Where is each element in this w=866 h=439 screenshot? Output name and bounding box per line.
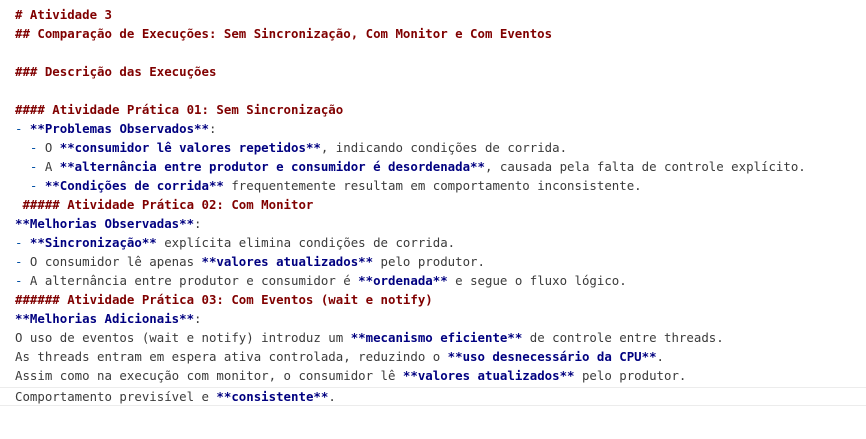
- heading-2: ## Comparação de Execuções: Sem Sincronização, Com Monitor e Com Eventos: [15, 26, 553, 41]
- list-item: - **Sincronização** explícita elimina condições de corrida.: [15, 235, 456, 250]
- heading-6-atividade-03: ###### Atividade Prática 03: Com Eventos (wait e notify): [15, 292, 433, 307]
- heading-3: ### Descrição das Execuções: [15, 64, 217, 79]
- line-melhorias-observadas: **Melhorias Observadas**:: [15, 216, 202, 231]
- paragraph-line-current: Comportamento previsível e **consistente**.: [15, 389, 336, 404]
- list-item: - A alternância entre produtor e consumidor é **ordenada** e segue o fluxo lógico.: [15, 273, 627, 288]
- line-problemas: - **Problemas Observados**:: [15, 121, 217, 136]
- paragraph-line: As threads entram em espera ativa controlada, reduzindo o **uso desnecessário da CPU**.: [15, 349, 665, 364]
- list-item: - O consumidor lê apenas **valores atualizados** pelo produtor.: [15, 254, 485, 269]
- heading-1: # Atividade 3: [15, 7, 112, 22]
- line-melhorias-adicionais: **Melhorias Adicionais**:: [15, 311, 202, 326]
- heading-5-atividade-02: ##### Atividade Prática 02: Com Monitor: [15, 197, 314, 212]
- list-item: - A **alternância entre produtor e consumidor é desordenada**, causada pela falta de controle explícito.: [15, 159, 806, 174]
- paragraph-line: Assim como na execução com monitor, o consumidor lê **valores atualizados** pelo produtor.: [15, 368, 687, 383]
- list-item: - O **consumidor lê valores repetidos**, indicando condições de corrida.: [15, 140, 568, 155]
- paragraph-line: O uso de eventos (wait e notify) introduz um **mecanismo eficiente** de controle entre threads.: [15, 330, 724, 345]
- heading-4-atividade-01: #### Atividade Prática 01: Sem Sincronização: [15, 102, 344, 117]
- list-item: - **Condições de corrida** frequentemente resultam em comportamento inconsistente.: [15, 178, 642, 193]
